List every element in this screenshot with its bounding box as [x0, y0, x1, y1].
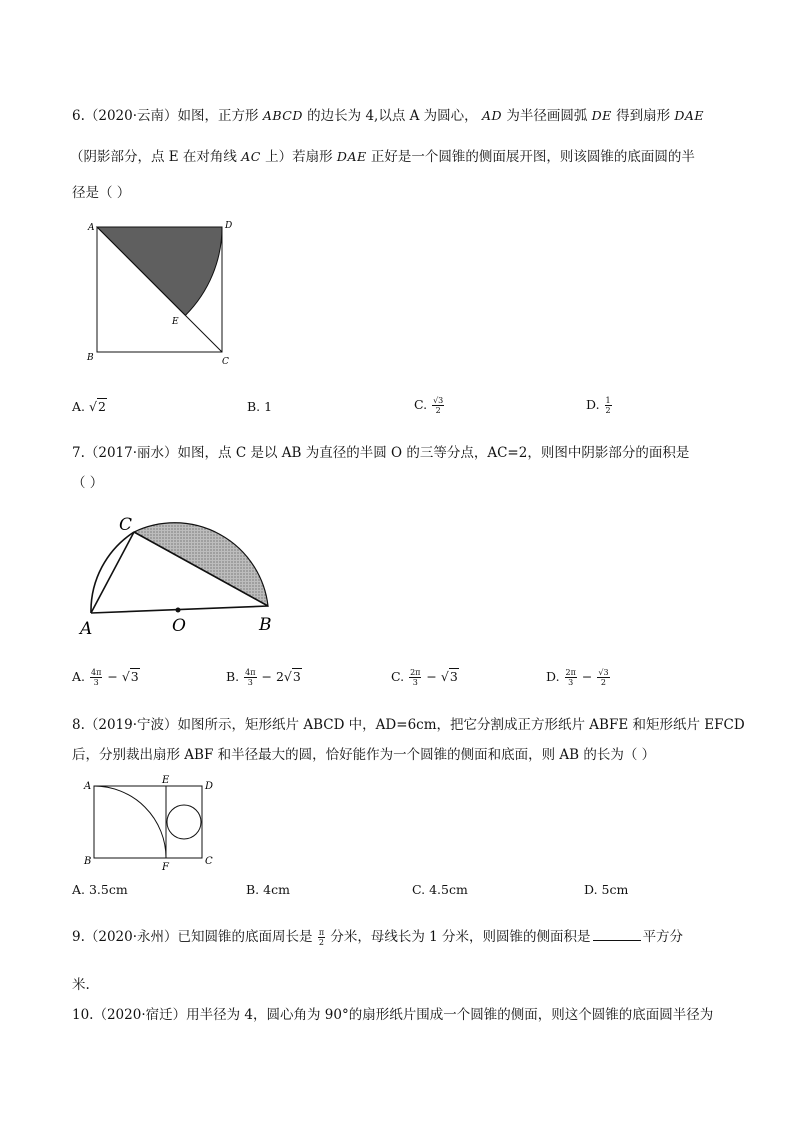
- math-dae: DAE: [674, 108, 705, 123]
- q6-text: 得到扇形: [616, 108, 671, 124]
- q7-option-b[interactable]: [226, 668, 302, 687]
- q6-text: 6.（2020·云南）如图，正方形: [72, 108, 259, 124]
- q7-label-a: A: [80, 619, 93, 638]
- q8-rectangle-abcd: [94, 786, 202, 858]
- option-label: C.: [414, 397, 428, 412]
- q8-option-b[interactable]: B. 4cm: [246, 882, 290, 897]
- q9-text: 平方分: [642, 929, 684, 945]
- q9-text: 9.（2020·永州）已知圆锥的底面周长是: [72, 929, 313, 945]
- q9-text: 分米，母线长为 1 分米，则圆锥的侧面积是: [330, 929, 591, 945]
- q6-label-d: D: [225, 221, 233, 231]
- math-ac: AC: [241, 149, 261, 164]
- q7-label-o: O: [172, 616, 186, 636]
- fraction: $\frac{\pi}{2}$: [318, 928, 325, 947]
- q6-text: 为半径画圆弧: [506, 108, 588, 124]
- option-label: D.: [546, 669, 560, 684]
- q6-figure: [82, 218, 242, 370]
- option-operator: −: [581, 669, 593, 684]
- q7-shaded-segment: [134, 523, 268, 606]
- q8-inscribed-circle: [167, 805, 201, 839]
- q8-label-c: C: [205, 856, 213, 867]
- radical: √3: [440, 669, 458, 684]
- option-value: 1: [264, 399, 273, 414]
- q6-option-d[interactable]: [586, 396, 613, 415]
- option-label: B.: [247, 399, 261, 414]
- q6-label-a: A: [88, 223, 95, 233]
- q6-text: 上）若扇形: [265, 149, 333, 165]
- radical: √3: [283, 669, 301, 684]
- q8-label-a: A: [84, 781, 92, 792]
- q6-line-1: [72, 107, 704, 125]
- fraction: $\frac{4\pi}{3}$: [91, 668, 102, 687]
- q8-line-1: 8.（2019·宁波）如图所示，矩形纸片 ABCD 中，AD=6cm，把它分割成正方形纸片 ABFE 和矩形纸片 EFCD: [72, 717, 745, 733]
- option-operator: − 2: [261, 669, 284, 684]
- q8-label-b: B: [84, 856, 92, 867]
- q8-figure: [82, 774, 222, 874]
- option-label: D.: [586, 397, 600, 412]
- q6-option-b[interactable]: [247, 398, 272, 416]
- option-label: B.: [226, 669, 240, 684]
- q7-option-d[interactable]: [546, 668, 611, 687]
- fraction: $\frac{√3}{2}$: [433, 396, 444, 415]
- q6-text: 的边长为 4,以点 A 为圆心，: [307, 108, 478, 124]
- q8-line-2: 后，分别裁出扇形 ABF 和半径最大的圆，恰好能作为一个圆锥的侧面和底面，则 AB 的长为（ ）: [72, 747, 656, 763]
- q8-option-a[interactable]: A. 3.5cm: [72, 882, 128, 897]
- option-operator: −: [107, 669, 118, 684]
- q6-option-a[interactable]: [72, 398, 107, 416]
- q6-option-c[interactable]: [414, 396, 445, 415]
- q8-label-d: D: [205, 781, 214, 792]
- q7-chord-ac: [91, 532, 134, 613]
- math-ad: AD: [481, 108, 503, 123]
- q9-line-2: 米.: [72, 977, 90, 993]
- q7-option-a[interactable]: [72, 668, 140, 687]
- q8-option-d[interactable]: D. 5cm: [584, 882, 629, 897]
- fraction: $\frac{2\pi}{3}$: [410, 668, 421, 687]
- radical: √2: [89, 399, 106, 414]
- q6-line-2: [70, 148, 695, 166]
- q7-label-c: C: [119, 515, 133, 535]
- option-label: A.: [72, 669, 86, 684]
- q6-label-e: E: [172, 317, 179, 327]
- q6-shaded-sector: [97, 227, 222, 315]
- math-dae: DAE: [336, 149, 367, 164]
- q8-option-c[interactable]: C. 4.5cm: [412, 882, 468, 897]
- fraction: $\frac{√3}{2}$: [598, 668, 609, 687]
- answer-blank[interactable]: [593, 928, 641, 941]
- fraction: $\frac{4\pi}{3}$: [245, 668, 256, 687]
- q7-center-point: [176, 608, 181, 613]
- q6-label-b: B: [87, 353, 94, 363]
- q7-figure: [72, 510, 287, 638]
- q6-text: 正好是一个圆锥的侧面展开图，则该圆锥的底面圆的半: [370, 149, 695, 165]
- q8-label-e: E: [162, 775, 170, 786]
- fraction: $\frac{2\pi}{3}$: [565, 668, 576, 687]
- option-label: C.: [391, 669, 405, 684]
- q7-option-c[interactable]: [391, 668, 459, 687]
- q10-line-1: 10.（2020·宿迁）用半径为 4，圆心角为 90°的扇形纸片围成一个圆锥的侧面，则这个圆锥的底面圆半径为: [72, 1007, 714, 1023]
- q8-sector-arc: [94, 786, 166, 858]
- q8-label-f: F: [162, 862, 169, 873]
- math-abcd: ABCD: [262, 108, 303, 123]
- q7-line-1: 7.（2017·丽水）如图，点 C 是以 AB 为直径的半圆 O 的三等分点，AC=2，则图中阴影部分的面积是: [72, 445, 690, 461]
- fraction: $\frac{1}{2}$: [605, 396, 611, 415]
- q9-line-1: [72, 928, 683, 947]
- math-de: DE: [591, 108, 612, 123]
- radical: √3: [121, 669, 139, 684]
- q6-label-c: C: [222, 357, 229, 367]
- q7-label-b: B: [259, 615, 272, 635]
- q7-line-2: （ ）: [72, 475, 104, 491]
- q6-line-3: 径是（ ）: [72, 185, 131, 201]
- q6-text: （阴影部分，点 E 在对角线: [70, 149, 237, 165]
- option-operator: −: [426, 669, 437, 684]
- option-label: A.: [72, 399, 86, 414]
